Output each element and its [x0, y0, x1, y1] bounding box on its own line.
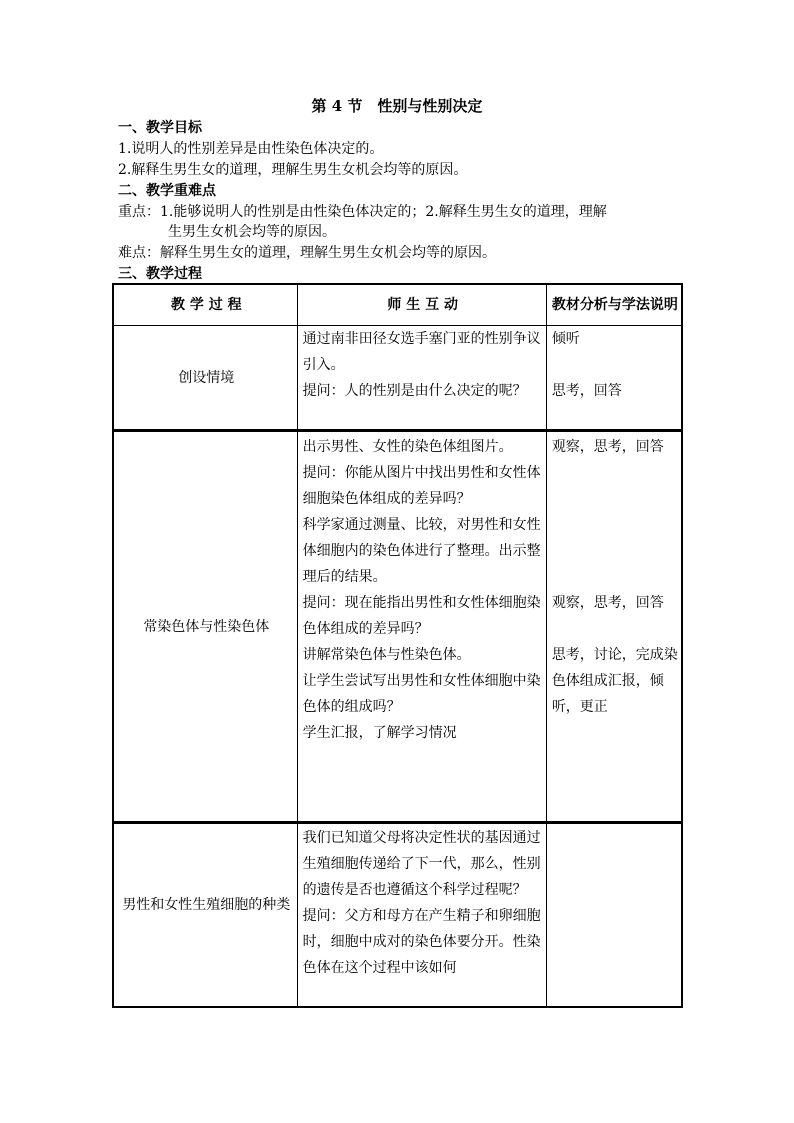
stage-cell: 常染色体与性染色体: [114, 430, 298, 822]
teaching-process-table: [112, 283, 683, 1008]
notes-spacer: [552, 352, 678, 378]
notes-text: 思考，回答: [551, 383, 622, 399]
interaction-text: 通过南非田径女选手塞门亚的性别争议引入。: [302, 331, 541, 373]
interaction-text: 提问：人的性别是由什么决定的呢？: [302, 383, 527, 399]
interaction-text: 科学家通过测量、比较，对男性和女性体细胞内的染色体进行了整理。出示整理后的结果。: [302, 517, 541, 585]
page-title: 第 4 节 性别与性别决定: [311, 97, 483, 115]
section-heading-process: 三、教学过程: [118, 266, 202, 282]
header-notes: 教材分析与学法说明: [547, 285, 681, 326]
notes-text: 观察，思考，回答: [551, 439, 664, 455]
section-heading-keypoints: 二、教学重难点: [118, 183, 216, 199]
header-interaction: 师 生 互 动: [298, 285, 547, 326]
difficulty-line: 难点：解释生男生女的道理，理解生男生女机会均等的原因。: [118, 245, 496, 261]
table-row: [114, 822, 681, 1006]
notes-text: 思考，讨论，完成染色体组成汇报，倾听，更正: [551, 647, 678, 715]
interaction-text: 出示男性、女性的染色体组图片。: [302, 439, 513, 455]
table-header-row: [114, 285, 681, 326]
notes-text: 倾听: [551, 331, 580, 347]
notes-cell: [547, 326, 681, 430]
notes-spacer: [552, 616, 678, 642]
interaction-text: 提问：父方和母方在产生精子和卵细胞时，细胞中成对的染色体要分开。性染色体在这个过程中该如何: [302, 908, 541, 976]
interaction-text: 让学生尝试写出男性和女性体细胞中染色体的组成吗？: [302, 673, 541, 715]
notes-spacer: [552, 460, 678, 590]
key-points-line-1: 重点：1.能够说明人的性别是由性染色体决定的；2.解释生男生女的道理，理解: [118, 204, 607, 220]
section-heading-objectives: 一、教学目标: [118, 120, 202, 136]
stage-cell: 创设情境: [114, 326, 298, 430]
interaction-text: 我们已知道父母将决定性状的基因通过生殖细胞传递给了下一代，那么，性别的遗传是否也遵循这个科学过程呢？: [302, 830, 541, 898]
table-row: [114, 326, 681, 430]
header-process: 教 学 过 程: [114, 285, 298, 326]
key-points-line-2: 生男生女机会均等的原因。: [168, 224, 336, 240]
notes-cell: [547, 430, 681, 822]
notes-cell: [547, 822, 681, 1006]
objective-item-1: 1.说明人的性别差异是由性染色体决定的。: [118, 141, 384, 157]
interaction-text: 学生汇报，了解学习情况: [302, 725, 457, 741]
interaction-cell: [298, 822, 547, 1006]
interaction-cell: [298, 326, 547, 430]
interaction-cell: [298, 430, 547, 822]
notes-text: 观察，思考，回答: [551, 595, 664, 611]
interaction-text: 提问：你能从图片中找出男性和女性体细胞染色体组成的差异吗？: [302, 465, 541, 507]
interaction-text: 提问：现在能指出男性和女性体细胞染色体组成的差异吗？: [302, 595, 541, 637]
interaction-text: 讲解常染色体与性染色体。: [302, 647, 471, 663]
stage-cell: 男性和女性生殖细胞的种类: [114, 822, 298, 1006]
objective-item-2: 2.解释生男生女的道理，理解生男生女机会均等的原因。: [118, 162, 468, 178]
table-row: [114, 430, 681, 822]
